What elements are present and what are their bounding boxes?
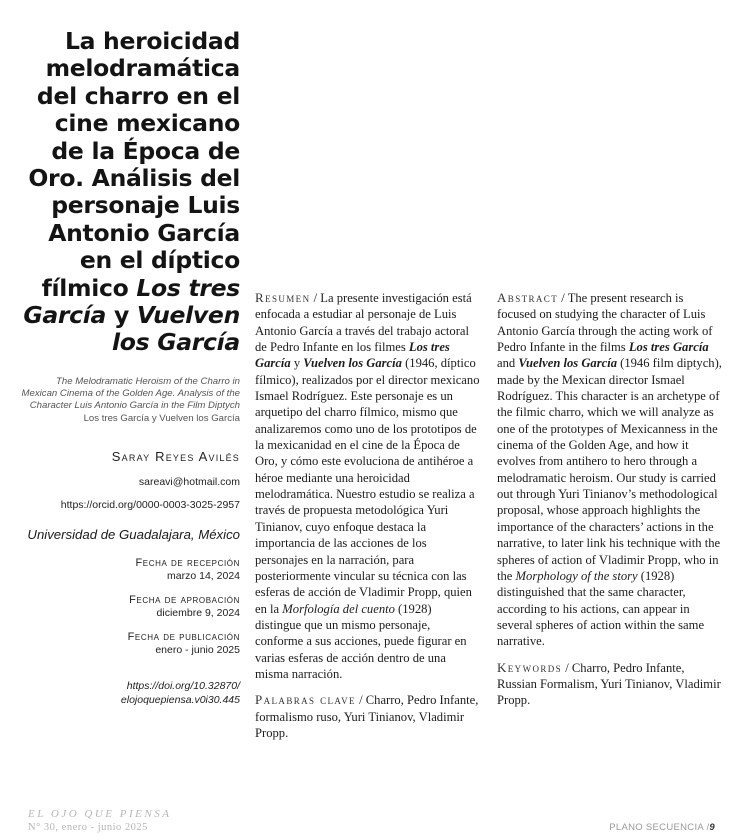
english-title-italic: The Melodramatic Heroism of the Charro in Mexican Cinema of the Golden Age. Analysis of the Character Luis Antonio García in the Film Diptych <box>21 375 240 412</box>
resumen-text: La presente investigación está enfocada a estudiar al personaje de Luis Antonio García a través del trabajo actoral de Pedro Infante en los filmes <box>255 291 472 355</box>
abstract-text: The present research is focused on studying the character of Luis Antonio García through the acting work of Pedro Infante in the films <box>497 291 713 355</box>
abstract-paragraph <box>497 290 722 650</box>
author-affiliation: Universidad de Guadalajara, México <box>27 527 240 543</box>
author-orcid[interactable]: https://orcid.org/0000-0003-3025-2957 <box>60 499 240 512</box>
resumen-column <box>255 290 480 741</box>
date-label: Fecha de aprobación <box>129 594 240 607</box>
dates-section <box>20 557 240 657</box>
english-title <box>20 376 240 425</box>
title-film-1: Los tres García <box>23 273 240 330</box>
section-name: PLANO SECUENCIA / <box>609 822 710 833</box>
abstract-film-1: Los tres García <box>628 340 709 355</box>
title-conjunction: y <box>106 301 137 330</box>
abstract-text: (1946 film diptych), made by the Mexican director Ismael Rodríguez. This character is an archetype of the filmic charro, which we will analyze as one of the prototypes of Mexicanness in the cinema of the Golden Age, and how it evolves from antihero to hero through a melodramatic heroism. Our study is carried out through Yuri Tinianov’s methodological proposal, whose approach highlights the importance of the characters’ actions in the narrative, to later link his technique with the spheres of action of Vladimir Propp, who in the <box>497 356 722 583</box>
separator: / <box>562 660 572 675</box>
author-name: Saray Reyes Avilés <box>111 449 240 465</box>
date-label: Fecha de publicación <box>127 631 240 644</box>
left-column <box>20 28 240 707</box>
journal-footer <box>28 808 171 833</box>
keywords <box>497 660 722 709</box>
resumen-book: Morfología del cuento <box>282 601 395 616</box>
date-received <box>20 557 240 583</box>
english-title-roman: Los tres García y Vuelven los García <box>83 412 240 424</box>
resumen-text: (1928) distingue que un mismo personaje, conforme a sus acciones, puede figurar en varias esferas de acción dentro de una misma narración. <box>255 601 467 681</box>
keywords-text: Charro, Pedro Infante, Russian Formalism, Yuri Tinianov, Vladimir Propp. <box>497 660 721 708</box>
date-label: Fecha de recepción <box>135 557 240 570</box>
abstract-film-2: Vuelven los García <box>518 356 617 371</box>
date-approved <box>20 594 240 620</box>
keywords-heading: Keywords <box>497 659 563 675</box>
abstract-book: Morphology of the story <box>515 568 638 583</box>
resumen-film-2: Vuelven los García <box>303 356 402 371</box>
resumen-paragraph <box>255 290 480 682</box>
abstract-text: (1928) distinguished that the same character, according to his actions, can appear in several spheres of action within the same narrative. <box>497 568 705 649</box>
title-film-2: Vuelven los García <box>112 301 240 357</box>
palabras-heading: Palabras clave <box>255 692 356 708</box>
date-value: enero - junio 2025 <box>155 644 240 657</box>
journal-name: EL OJO QUE PIENSA <box>28 808 172 820</box>
author-email[interactable]: sareavi@hotmail.com <box>138 476 240 489</box>
article-title <box>20 28 240 357</box>
resumen-film-1: Los tres García <box>255 340 450 371</box>
resumen-text: (1946, díptico fílmico), realizados por el director mexicano Ismael Rodríguez. Este personaje es un arquetipo del charro fílmico, mismo que analizaremos como uno de los prototipos de la mexicanidad en el cine de la Época de Oro, y cómo este evoluciona de antihéroe a héroe mediante una heroicidad melodramática. Nuestro estudio se realiza a través de propuesta metodológica Yuri Tinianov, cuyo enfoque destaca la importancia de las acciones de los personajes en la narración, para posteriormente vincular su técnica con las esferas de acción de Vladimir Propp, quien en la <box>255 356 480 616</box>
page-footer <box>609 822 715 833</box>
separator: / <box>310 291 321 305</box>
resumen-text: y <box>290 356 304 371</box>
journal-issue: N° 30, enero - junio 2025 <box>28 822 148 833</box>
page-number: 9 <box>709 822 715 833</box>
separator: / <box>355 693 363 708</box>
palabras-text: Charro, Pedro Infante, formalismo ruso, Yuri Tinianov, Vladimir Propp. <box>255 693 479 740</box>
doi-link[interactable]: https://doi.org/10.32870/ elojoquepiensa.v0i30.445 <box>120 680 240 707</box>
palabras-clave <box>255 692 480 741</box>
title-text: La heroicidad melodramática del charro en el cine mexicano de la Época de Oro. Análisis del personaje Luis Antonio García en el díptico fílmico <box>28 27 240 302</box>
separator: / <box>558 291 568 305</box>
abstract-heading: Abstract <box>497 290 559 305</box>
date-published <box>20 631 240 657</box>
resumen-heading: Resumen <box>255 290 311 305</box>
abstract-column <box>497 290 722 709</box>
date-value: diciembre 9, 2024 <box>156 607 240 620</box>
abstract-text: and <box>497 356 519 371</box>
date-value: marzo 14, 2024 <box>167 570 240 583</box>
